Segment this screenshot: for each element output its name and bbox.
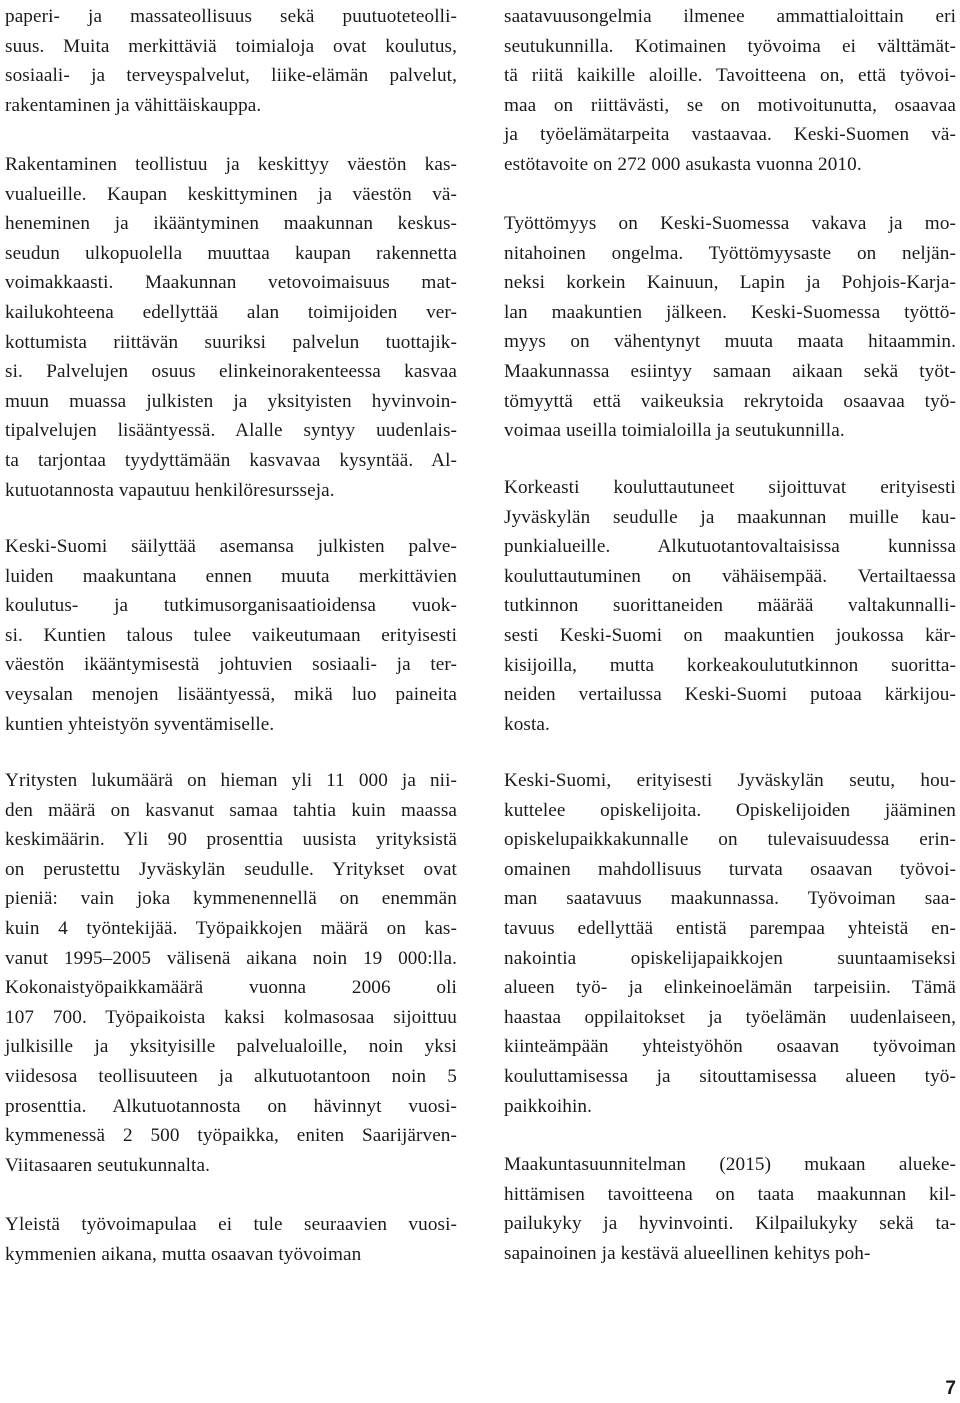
- text-line: Yritysten lukumäärä on hieman yli 11 000 ja nii-: [5, 770, 457, 791]
- text-line: kottumista riittävän suuriksi palvelun tuottajik-: [5, 331, 457, 353]
- text-line: julkisille ja yksityisille palvelualoille, noin yksi: [5, 1036, 457, 1058]
- text-line: Työttömyys on Keski-Suomessa vakava ja mo-: [504, 213, 956, 234]
- paragraph: [5, 2, 457, 120]
- page-number: 7: [945, 1378, 956, 1399]
- paragraph: [504, 1150, 956, 1268]
- text-line: sosiaali- ja terveyspalvelut, liike-elämän palvelut,: [5, 65, 457, 87]
- text-line: veysalan menojen lisääntyessä, mikä luo paineita: [5, 683, 457, 705]
- text-line: ta tarjontaa tyydyttämään kasvavaa kysyntää. Al-: [5, 449, 457, 471]
- text-line: rakentaminen ja vähittäiskauppa.: [5, 94, 262, 116]
- text-line: Kokonaistyöpaikkamäärä vuonna 2006 oli: [5, 977, 457, 999]
- text-line: opiskelupaikkakunnalle on tulevaisuudessa erin-: [504, 829, 956, 851]
- text-line: tavuus edellyttää entistä parempaa yhteistä en-: [504, 917, 956, 939]
- text-line: Keski-Suomi, erityisesti Jyväskylän seutu, hou-: [504, 770, 956, 791]
- text-line: Viitasaaren seutukunnalta.: [5, 1154, 210, 1176]
- text-line: kailukohteena edellyttää alan toimijoiden ver-: [5, 301, 457, 323]
- paragraph: [504, 473, 956, 739]
- text-line: sesti Keski-Suomi on maakuntien joukossa kär-: [504, 624, 956, 646]
- text-line: maa on riittävästi, se on motivoitunutta, osaavaa: [504, 94, 956, 116]
- text-line: pailukyky ja hyvinvointi. Kilpailukyky sekä ta-: [504, 1213, 956, 1235]
- text-line: omainen mahdollisuus turvata osaavan työvoi-: [504, 858, 956, 880]
- paragraph: [504, 2, 956, 180]
- text-line: heneminen ja ikääntyminen maakunnan keskus-: [5, 213, 457, 235]
- text-line: tutkinnon suorittaneiden määrää valtakunnalli-: [504, 595, 956, 617]
- text-line: kymmenien aikana, mutta osaavan työvoiman: [5, 1243, 362, 1265]
- text-line: kouluttautuminen on vähäisempää. Vertailtaessa: [504, 565, 956, 587]
- paragraph: [504, 766, 956, 1121]
- text-line: kuntien yhteistyön syventämiselle.: [5, 713, 275, 735]
- text-line: neiden vertailussa Keski-Suomi putoaa kärkijou-: [504, 684, 956, 706]
- text-line: tipalvelujen lisääntyessä. Alalle syntyy uudenlais-: [5, 420, 457, 442]
- text-line: paikkoihin.: [504, 1095, 592, 1117]
- text-line: nitahoinen ongelma. Työttömyysaste on neljän-: [504, 242, 956, 264]
- text-line: Maakunnassa esiintyy samaan aikaan sekä työt-: [504, 360, 956, 382]
- text-line: myys on vähentynyt muuta maata hitaammin.: [504, 331, 956, 353]
- text-line: Jyväskylän seudulle ja maakunnan muille kau-: [504, 506, 956, 528]
- text-line: sapainoinen ja kestävä alueellinen kehitys poh-: [504, 1242, 871, 1264]
- text-line: hittämisen tavoitteena on taata maakunnan kil-: [504, 1183, 956, 1205]
- text-line: estötavoite on 272 000 asukasta vuonna 2010.: [504, 153, 862, 175]
- text-line: kiinteämpään yhteistyöhön osaavan työvoiman: [504, 1036, 956, 1058]
- text-line: seudun ulkopuolella muuttaa kaupan rakennetta: [5, 242, 457, 264]
- text-line: voimakkaasti. Maakunnan vetovoimaisuus mat-: [5, 272, 457, 294]
- text-line: nakointia opiskelijapaikkojen suuntaamiseksi: [504, 947, 956, 969]
- text-line: man saatavuus maakunnassa. Työvoiman saa-: [504, 888, 956, 910]
- text-line: pieniä: vain joka kymmenennellä on enemmän: [5, 888, 457, 910]
- text-line: Korkeasti kouluttautuneet sijoittuvat erityisesti: [504, 477, 956, 498]
- text-line: neksi korkein Kainuun, Lapin ja Pohjois-Karja-: [504, 272, 956, 294]
- text-line: haastaa oppilaitokset ja työelämän uudenlaiseen,: [504, 1006, 956, 1028]
- text-line: lan maakuntien jälkeen. Keski-Suomessa työttö-: [504, 301, 956, 323]
- text-line: ja työelämätarpeita vastaavaa. Keski-Suomen vä-: [504, 124, 956, 146]
- paragraph: [5, 150, 457, 505]
- text-line: on perustettu Jyväskylän seudulle. Yritykset ovat: [5, 858, 457, 880]
- text-line: paperi- ja massateollisuus sekä puutuoteteolli-: [5, 6, 457, 27]
- text-line: den määrä on kasvanut samaa tahtia kuin maassa: [5, 799, 457, 821]
- text-line: saatavuusongelmia ilmenee ammattialoittain eri: [504, 6, 956, 27]
- paragraph: [5, 1210, 457, 1269]
- text-line: Maakuntasuunnitelman (2015) mukaan alueke-: [504, 1154, 956, 1175]
- text-line: kymmenessä 2 500 työpaikka, eniten Saarijärven-: [5, 1125, 457, 1147]
- text-line: suus. Muita merkittäviä toimialoja ovat koulutus,: [5, 35, 457, 57]
- text-line: Keski-Suomi säilyttää asemansa julkisten palve-: [5, 536, 457, 557]
- paragraph: [5, 532, 457, 739]
- text-line: si. Kuntien talous tulee vaikeutumaan erityisesti: [5, 624, 457, 646]
- text-line: viidesosa teollisuuteen ja alkutuotantoon noin 5: [5, 1065, 457, 1087]
- text-line: kuttelee opiskelijoita. Opiskelijoiden jääminen: [504, 799, 956, 821]
- text-line: kouluttamisessa ja sitouttamisessa alueen työ-: [504, 1065, 956, 1087]
- text-line: kosta.: [504, 713, 550, 735]
- text-line: 107 700. Työpaikoista kaksi kolmasosaa sijoittuu: [5, 1006, 457, 1028]
- text-line: vualueille. Kaupan keskittyminen ja väestön vä-: [5, 183, 457, 205]
- text-line: punkialueille. Alkutuotantovaltaisissa kunnissa: [504, 536, 956, 558]
- text-line: seutukunnilla. Kotimainen työvoima ei välttämät-: [504, 35, 956, 57]
- paragraph: [5, 766, 457, 1180]
- text-line: kisijoilla, mutta korkeakoulututkinnon suoritta-: [504, 654, 956, 676]
- text-line: voimaa useilla toimialoilla ja seutukunnilla.: [504, 420, 845, 442]
- text-line: prosenttia. Alkutuotannosta on hävinnyt vuosi-: [5, 1095, 457, 1117]
- text-line: tömyyttä että vaikeuksia rekrytoida osaavaa työ-: [504, 390, 956, 412]
- text-line: väestön ikääntymisestä johtuvien sosiaali- ja ter-: [5, 654, 457, 676]
- text-line: muun muassa julkisten ja yksityisten hyvinvoin-: [5, 390, 457, 412]
- text-line: luiden maakuntana ennen muuta merkittävien: [5, 565, 457, 587]
- text-line: alueen työ- ja elinkeinoelämän tarpeisiin. Tämä: [504, 977, 956, 999]
- text-line: si. Palvelujen osuus elinkeinorakenteessa kasvaa: [5, 361, 457, 383]
- text-line: Rakentaminen teollistuu ja keskittyy väestön kas-: [5, 154, 457, 175]
- paragraph: [504, 209, 956, 446]
- text-line: vanut 1995–2005 välisenä aikana noin 19 000:lla.: [5, 947, 457, 969]
- text-line: tä riitä kaikille aloille. Tavoitteena on, että työvoi-: [504, 65, 956, 87]
- text-line: koulutus- ja tutkimusorganisaatioidensa vuok-: [5, 595, 457, 617]
- text-line: Yleistä työvoimapulaa ei tule seuraavien vuosi-: [5, 1214, 457, 1235]
- text-line: kuin 4 työntekijää. Työpaikkojen määrä on kas-: [5, 917, 457, 939]
- text-line: keskimäärin. Yli 90 prosenttia uusista yrityksistä: [5, 829, 457, 851]
- text-line: kutuotannosta vapautuu henkilöresursseja.: [5, 479, 335, 501]
